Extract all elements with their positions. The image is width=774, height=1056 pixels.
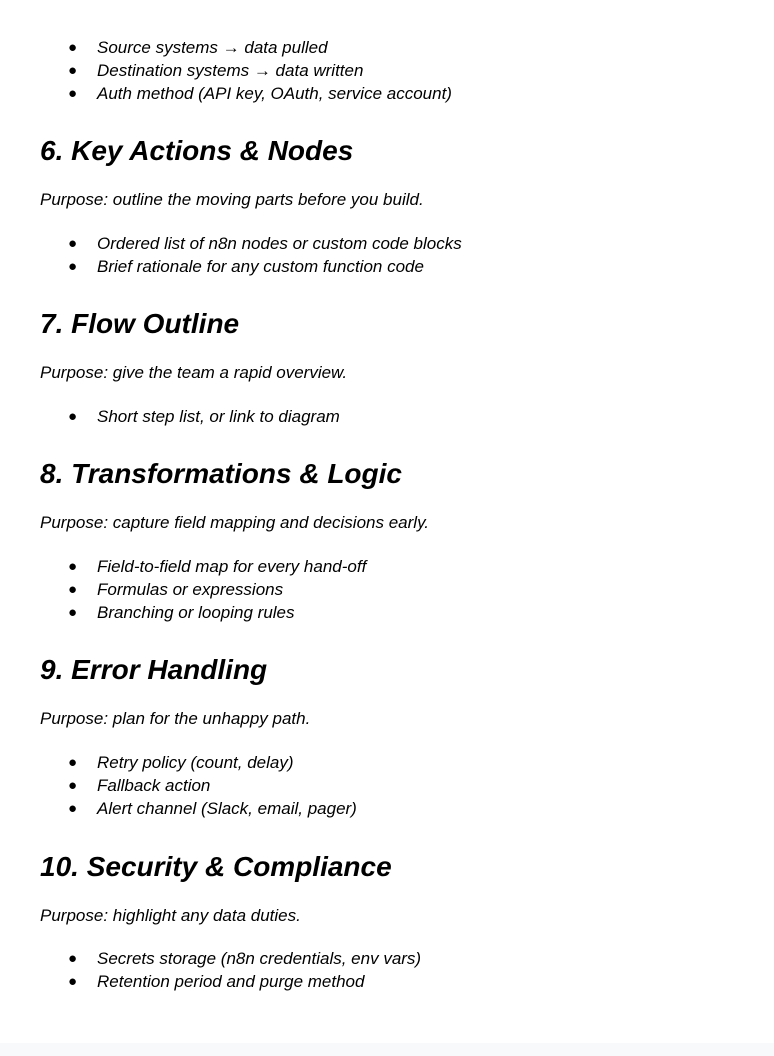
list-item-text: Source systems → data pulled — [97, 38, 328, 57]
list-item-text: Short step list, or link to diagram — [97, 407, 340, 426]
list-item-text: Alert channel (Slack, email, pager) — [97, 799, 357, 818]
list-item-text: Ordered list of n8n nodes or custom code blocks — [97, 234, 462, 253]
list-item-text: Destination systems → data written — [97, 61, 364, 80]
section-heading: 8. Transformations & Logic — [40, 458, 402, 489]
list-item-text: Auth method (API key, OAuth, service account) — [97, 84, 452, 103]
list-item-text: Retry policy (count, delay) — [97, 753, 294, 772]
bullet-icon: ● — [68, 62, 78, 79]
section-heading: 6. Key Actions & Nodes — [40, 135, 354, 166]
section-purpose: Purpose: capture field mapping and decisions early. — [40, 513, 430, 532]
section-purpose: Purpose: plan for the unhappy path. — [40, 709, 311, 728]
list-item-text: Retention period and purge method — [97, 972, 365, 991]
list-item-text: Formulas or expressions — [97, 580, 284, 599]
bullet-icon: ● — [68, 800, 78, 817]
bullet-icon: ● — [68, 235, 78, 252]
section-heading: 9. Error Handling — [40, 654, 268, 685]
bullet-icon: ● — [68, 39, 78, 56]
bullet-icon: ● — [68, 604, 78, 621]
section-purpose: Purpose: highlight any data duties. — [40, 906, 301, 925]
list-item-text: Field-to-field map for every hand-off — [97, 557, 367, 576]
section-heading: 7. Flow Outline — [40, 308, 240, 339]
bullet-icon: ● — [68, 777, 78, 794]
list-item-text: Secrets storage (n8n credentials, env vars) — [97, 949, 422, 968]
list-item-text: Brief rationale for any custom function code — [97, 257, 424, 276]
list-item-text: Branching or looping rules — [97, 603, 295, 622]
bullet-icon: ● — [68, 85, 78, 102]
section-heading: 10. Security & Compliance — [40, 851, 392, 882]
bullet-icon: ● — [68, 581, 78, 598]
section-purpose: Purpose: give the team a rapid overview. — [40, 363, 348, 382]
bullet-icon: ● — [68, 408, 78, 425]
bullet-icon: ● — [68, 258, 78, 275]
bullet-icon: ● — [68, 973, 78, 990]
bullet-icon: ● — [68, 754, 78, 771]
section-purpose: Purpose: outline the moving parts before you build. — [40, 190, 424, 209]
bullet-icon: ● — [68, 558, 78, 575]
bullet-icon: ● — [68, 950, 78, 967]
list-item-text: Fallback action — [97, 776, 211, 795]
